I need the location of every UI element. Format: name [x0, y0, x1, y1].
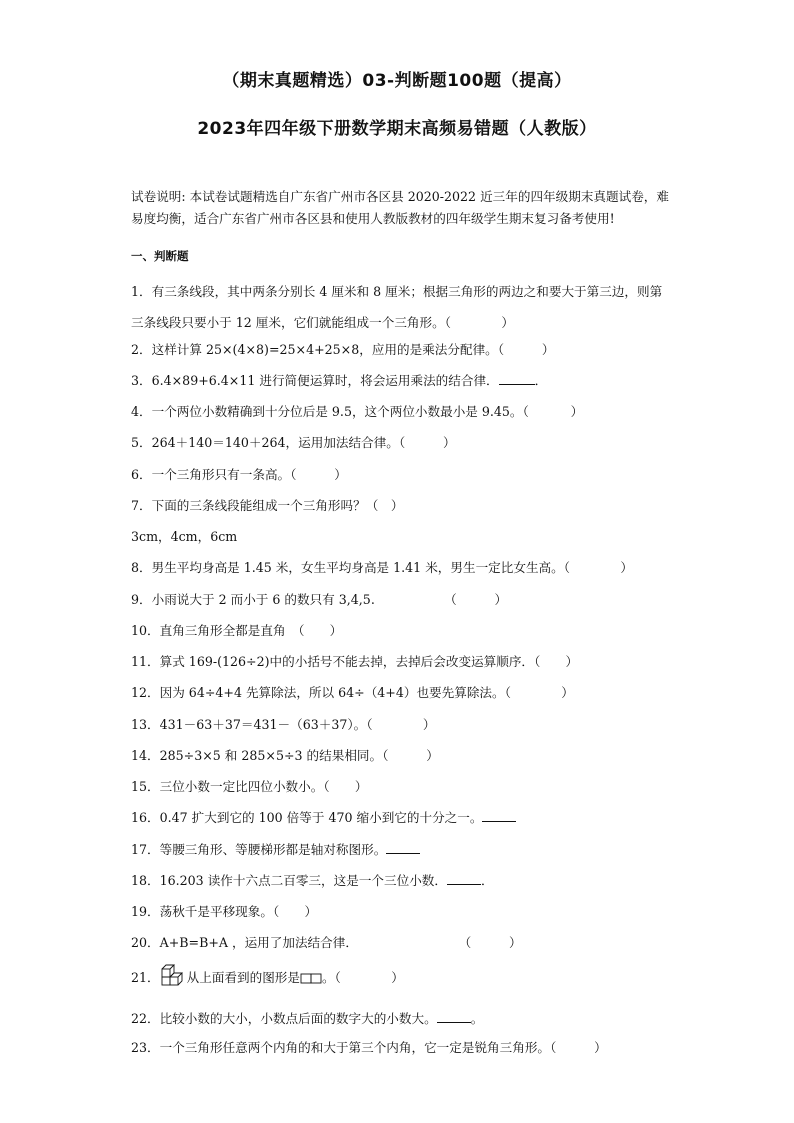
page-subtitle: 2023年四年级下册数学期末高频易错题（人教版） — [197, 119, 597, 139]
question-11: 11．算式 169-(126÷2)中的小括号不能去掉，去掉后会改变运算顺序．（ ） — [131, 654, 579, 669]
question-5: 5．264＋140＝140＋264，运用加法结合律。（ ） — [131, 435, 456, 450]
question-21-number: 21． — [131, 970, 160, 985]
question-3-text: 3．6.4×89+6.4×11 进行简便运算时，将会运用乘法的结合律． — [131, 373, 499, 388]
question-22-end: 。 — [470, 1011, 484, 1026]
question-15: 15．三位小数一定比四位小数小。（ ） — [131, 779, 368, 794]
question-22-text: 22．比较小数的大小，小数点后面的数字大的小数大。 — [131, 1011, 437, 1026]
page-title: （期末真题精选）03-判断题100题（提高） — [222, 71, 572, 91]
question-16-text: 16．0.47 扩大到它的 100 倍等于 470 缩小到它的十分之一。 — [131, 810, 483, 825]
question-18-text: 18．16.203 读作十六点二百零三，这是一个三位小数． — [131, 873, 447, 888]
question-21-end: 。（ ） — [321, 970, 404, 985]
question-10: 10．直角三角形全都是直角 （ ） — [131, 623, 343, 638]
question-23: 23．一个三角形任意两个内角的和大于第三个内角，它一定是锐角三角形。（ ） — [131, 1040, 607, 1055]
answer-blank[interactable] — [437, 1010, 471, 1023]
question-7: 7．下面的三条线段能组成一个三角形吗？（ ） — [131, 498, 404, 513]
question-3 — [131, 370, 547, 389]
answer-blank[interactable] — [499, 372, 535, 385]
section-heading: 一、判断题 — [131, 249, 189, 263]
answer-blank[interactable] — [482, 809, 516, 822]
question-1: 1．有三条线段，其中两条分别长 4 厘米和 8 厘米；根据三角形的两边之和要大于第三边，则第三条线段只要小于 12 厘米，它们就能组成一个三角形。（ ） — [131, 284, 663, 330]
question-22 — [131, 1008, 483, 1027]
question-17-text: 17．等腰三角形、等腰梯形都是轴对称图形。 — [131, 842, 387, 857]
question-2: 2．这样计算 25×(4×8)=25×4+25×8，应用的是乘法分配律。（ ） — [131, 342, 555, 357]
question-20: 20．A+B=B+A ，运用了加法结合律． （ ） — [131, 935, 522, 950]
answer-blank[interactable] — [447, 872, 481, 885]
question-14: 14．285÷3×5 和 285×5÷3 的结果相同。（ ） — [131, 748, 439, 763]
question-21-text: 从上面看到的图形是 — [186, 970, 300, 985]
top-view-rectangles-icon — [300, 973, 322, 984]
question-9: 9．小雨说大于 2 而小于 6 的数只有 3,4,5. （ ） — [131, 592, 508, 607]
question-18-end: ． — [480, 873, 494, 888]
question-8: 8．男生平均身高是 1.45 米，女生平均身高是 1.41 米，男生一定比女生高。（ ） — [131, 560, 633, 575]
question-3-end: ． — [534, 373, 548, 388]
question-4: 4．一个两位小数精确到十分位后是 9.5，这个两位小数最小是 9.45。（ ） — [131, 404, 584, 419]
question-16 — [131, 807, 516, 826]
question-7-lengths: 3cm，4cm，6cm — [131, 529, 238, 544]
question-13: 13．431－63＋37＝431－（63＋37）。（ ） — [131, 717, 436, 732]
question-18 — [131, 870, 494, 889]
question-17 — [131, 839, 420, 858]
stacked-cubes-icon — [160, 964, 186, 988]
question-6: 6．一个三角形只有一条高。（ ） — [131, 467, 347, 482]
question-21 — [131, 964, 404, 988]
question-19: 19．荡秋千是平移现象。（ ） — [131, 904, 318, 919]
question-12: 12．因为 64÷4+4 先算除法，所以 64÷（4+4）也要先算除法。（ ） — [131, 685, 574, 700]
answer-blank[interactable] — [386, 841, 420, 854]
exam-instructions: 试卷说明: 本试卷试题精选自广东省广州市各区县 2020-2022 近三年的四年级期末真题试卷，难易度均衡，适合广东省广州市各区县和使用人教版教材的四年级学生期末复习备考使用! — [131, 189, 669, 226]
